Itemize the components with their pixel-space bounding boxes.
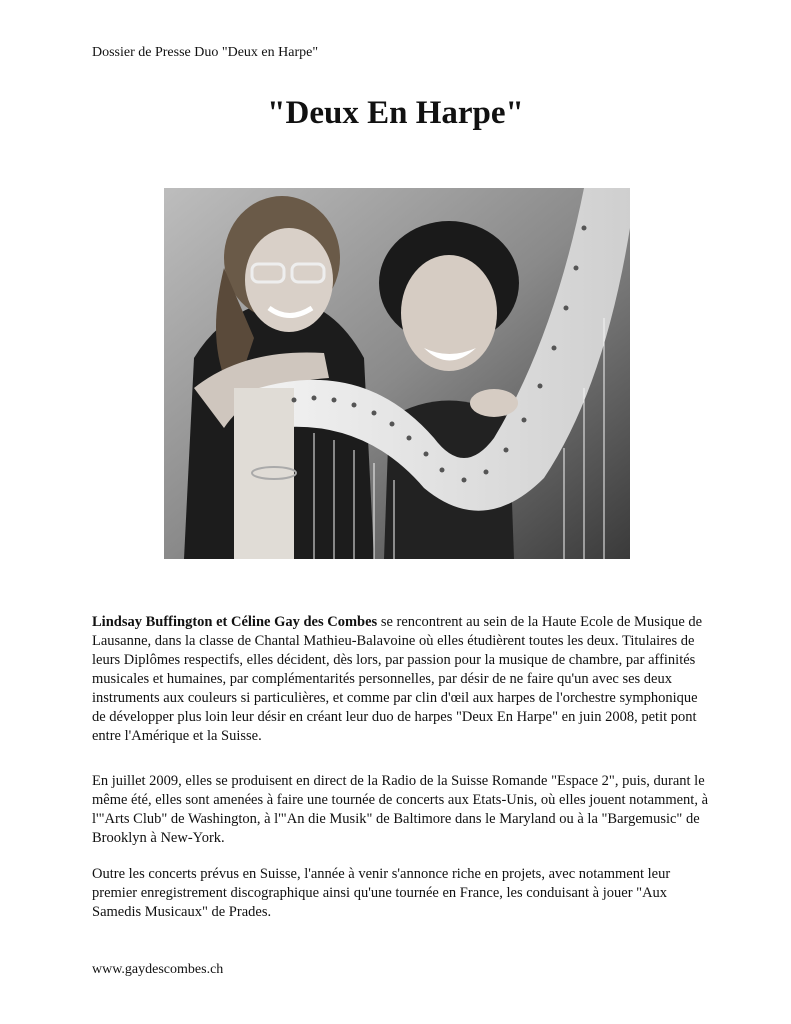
projects-paragraph: Outre les concerts prévus en Suisse, l'année à venir s'annonce riche en projets, avec notamment leur premier enregistrement discographique ainsi qu'une tournée en France, les conduisant à jouer "Aux Samedis Musicaux" de Prades.: [92, 866, 671, 920]
document-header: Dossier de Presse Duo "Deux en Harpe": [92, 45, 319, 60]
intro-text: se rencontrent au sein de la Haute Ecole de Musique de Lausanne, dans la classe de Chantal Mathieu-Balavoine où elles étudièrent toutes les deux. Titulaires de leurs Diplômes respectifs, elles décident, dès lors, par passion pour la musique de chambre, par affinités musicales et humaines, par complémentarités personnelles, par désir de ne faire qu'un avec ses deux instruments aux couleurs si particulières, et comme par clin d'œil aux harpes de l'orchestre symphonique de développer plus loin leur désir en créant leur duo de harpes "Deux En Harpe" en juin 2008, petit pont entre l'Amérique et la Suisse.: [92, 614, 703, 744]
duo-harp-photo: [164, 188, 630, 559]
duo-names: Lindsay Buffington et Céline Gay des Combes: [92, 614, 378, 630]
page-title: "Deux En Harpe": [267, 95, 524, 131]
intro-paragraph: [92, 613, 712, 746]
tour-paragraph: En juillet 2009, elles se produisent en direct de la Radio de la Suisse Romande "Espace 2", puis, durant le même été, elles sont amenées à faire une tournée de concerts aux Etats-Unis, où elles jouent notamment, à l'"Arts Club" de Washington, à l'"An die Musik" de Baltimore dans le Maryland ou à la "Bargemusic" de Brooklyn à New-York.: [92, 773, 709, 846]
harp-photo-icon: [164, 188, 630, 559]
website-footer: www.gaydescombes.ch: [92, 962, 224, 977]
